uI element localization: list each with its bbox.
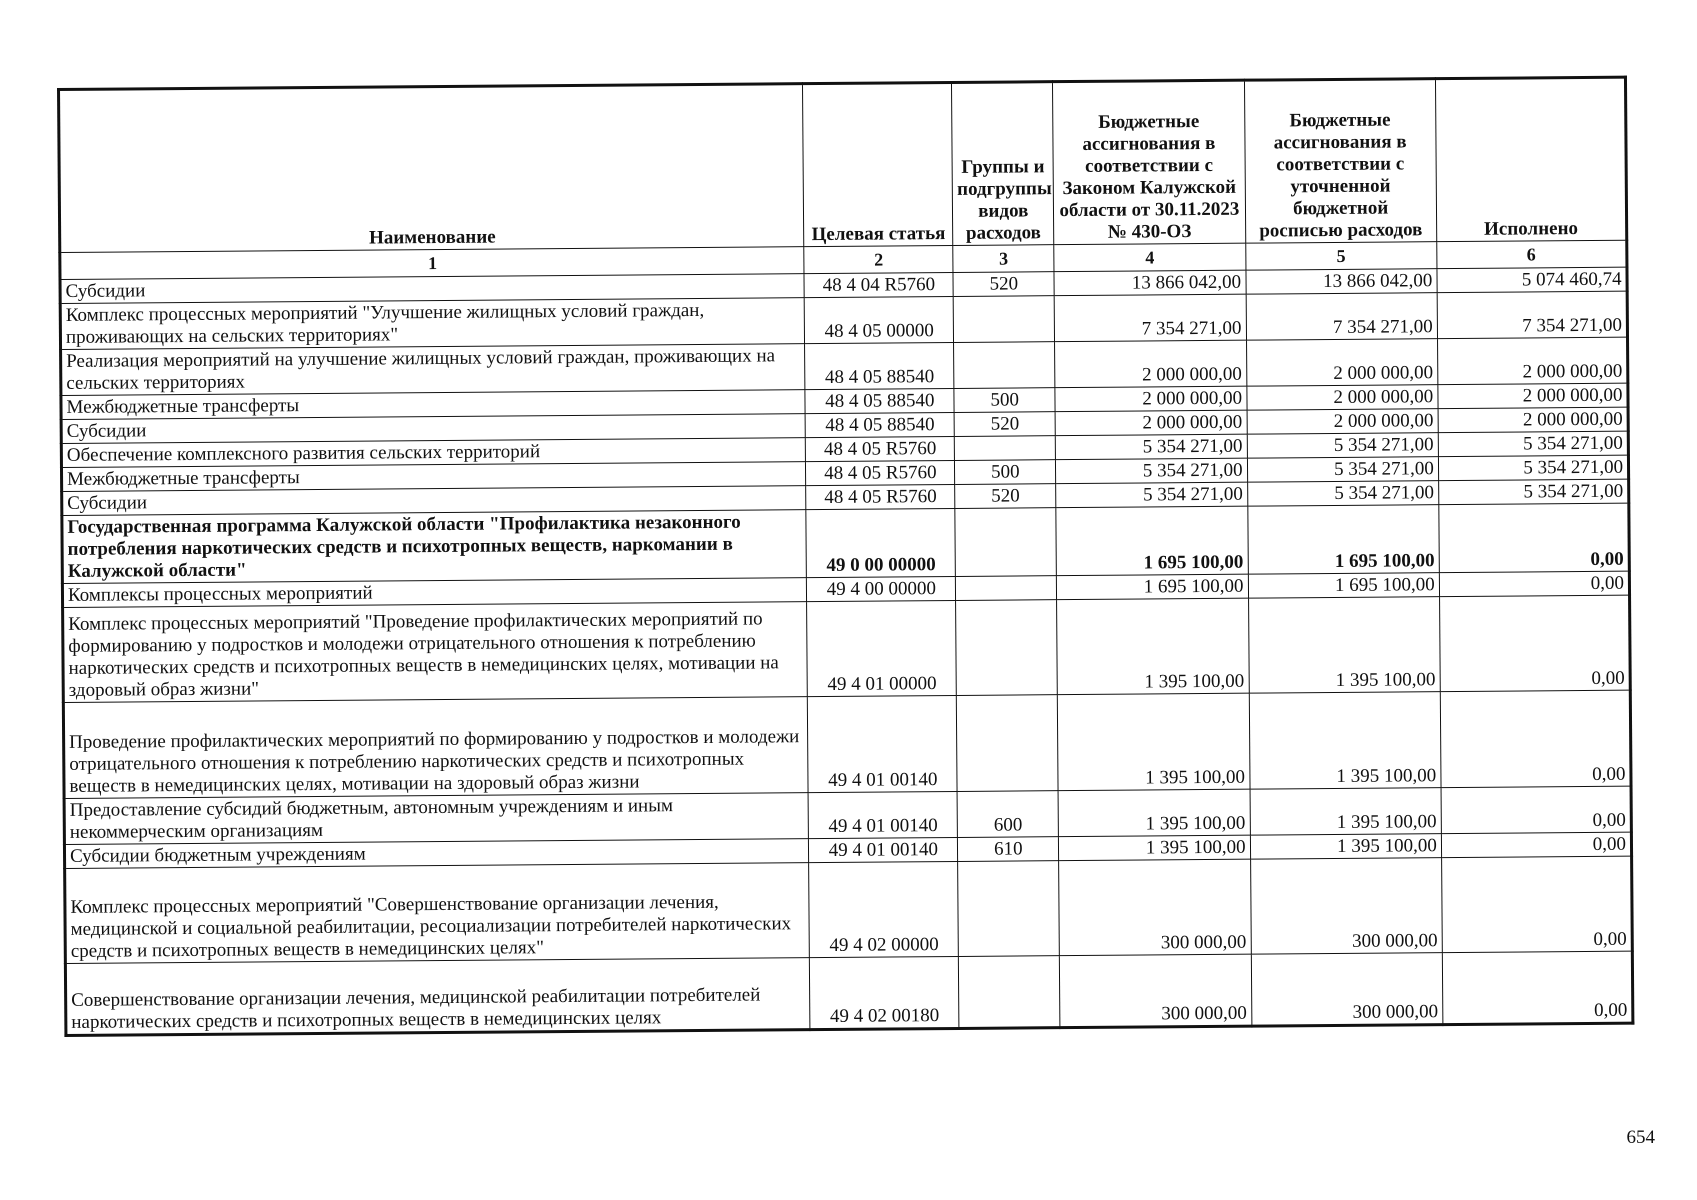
row-expense-group <box>956 600 1058 696</box>
row-law-amount: 300 000,00 <box>1060 954 1252 1027</box>
row-target-article: 49 4 01 00140 <box>808 695 958 792</box>
row-law-amount: 300 000,00 <box>1059 859 1251 955</box>
row-refined-amount: 1 395 100,00 <box>1250 788 1442 836</box>
row-executed-amount: 5 354 271,00 <box>1438 431 1628 456</box>
row-law-amount: 1 395 100,00 <box>1059 835 1250 861</box>
row-refined-amount: 7 354 271,00 <box>1246 293 1438 341</box>
row-name: Межбюджетные трансферты <box>61 462 806 492</box>
document-sheet <box>57 76 1634 1037</box>
row-law-amount: 1 695 100,00 <box>1057 574 1248 600</box>
row-name: Реализация мероприятий на улучшение жилищных условий граждан, проживающих на сельских территориях <box>61 344 806 396</box>
row-law-amount: 1 395 100,00 <box>1058 693 1250 790</box>
header-target-article: Целевая статья <box>803 82 953 246</box>
row-expense-group: 520 <box>954 412 1055 437</box>
row-law-amount: 5 354 271,00 <box>1056 482 1247 508</box>
column-number: 4 <box>1054 243 1245 272</box>
row-executed-amount: 0,00 <box>1439 595 1630 691</box>
row-target-article: 49 4 02 00000 <box>809 861 959 957</box>
row-name: Субсидии <box>61 414 806 444</box>
row-name: Межбюджетные трансферты <box>61 390 806 420</box>
row-target-article: 48 4 05 00000 <box>805 296 954 343</box>
row-expense-group: 610 <box>958 837 1059 862</box>
row-law-amount: 1 395 100,00 <box>1058 789 1250 837</box>
row-refined-amount: 1 395 100,00 <box>1248 597 1440 693</box>
row-executed-amount: 0,00 <box>1442 951 1633 1024</box>
row-expense-group: 500 <box>954 388 1055 413</box>
row-refined-amount: 1 695 100,00 <box>1248 573 1439 599</box>
row-refined-amount: 5 354 271,00 <box>1247 457 1438 483</box>
row-refined-amount: 2 000 000,00 <box>1246 339 1438 387</box>
row-target-article: 48 4 05 88540 <box>805 342 954 389</box>
row-name: Обеспечение комплексного развития сельских территорий <box>61 438 806 468</box>
row-target-article: 49 4 02 00180 <box>810 956 959 1029</box>
row-executed-amount: 2 000 000,00 <box>1438 383 1628 408</box>
row-name: Государственная программа Калужской области "Профилактика незаконного потребления наркотических средств и психотропных веществ, наркомании в Калужской области" <box>62 510 807 584</box>
row-expense-group <box>956 576 1057 601</box>
row-target-article: 48 4 05 R5760 <box>806 460 955 485</box>
row-expense-group: 600 <box>957 791 1058 838</box>
column-number: 2 <box>804 245 953 273</box>
row-name: Предоставление субсидий бюджетным, автономным учреждениям и иным некоммерческим организациям <box>64 793 809 845</box>
header-refined-allocations: Бюджетные ассигнования в соответствии с уточненной бюджетной росписью расходов <box>1244 79 1437 243</box>
row-name: Комплекс процессных мероприятий "Проведение профилактических мероприятий по формированию у подростков и молодежи отрицательного отношения к потреблению наркотических средств и психотропных веществ в немедицинских целях, мотивации на здоровый образ жизни" <box>63 602 808 703</box>
row-executed-amount: 5 354 271,00 <box>1438 479 1628 504</box>
row-executed-amount: 0,00 <box>1439 571 1629 596</box>
header-expense-groups: Группы и подгруппы видов расходов <box>952 82 1054 246</box>
row-expense-group: 520 <box>955 484 1056 509</box>
row-name: Проведение профилактических мероприятий по формированию у подростков и молодежи отрицательного отношения к потреблению наркотических средств и психотропных веществ в немедицинских целях, мотивации на здоровый образ жизни <box>63 697 808 799</box>
row-expense-group: 500 <box>955 460 1056 485</box>
row-executed-amount: 0,00 <box>1439 503 1630 572</box>
column-number: 3 <box>953 245 1054 273</box>
row-refined-amount: 2 000 000,00 <box>1247 409 1438 435</box>
row-name: Комплекс процессных мероприятий "Улучшение жилищных условий граждан, проживающих на сельских территориях" <box>60 298 805 350</box>
row-expense-group <box>959 956 1061 1029</box>
row-name: Субсидии бюджетным учреждениям <box>64 839 809 869</box>
row-expense-group <box>954 342 1055 389</box>
row-law-amount: 2 000 000,00 <box>1055 386 1246 412</box>
row-executed-amount: 0,00 <box>1441 856 1632 952</box>
row-law-amount: 13 866 042,00 <box>1054 270 1245 296</box>
row-name: Субсидии <box>62 486 807 516</box>
table-row <box>63 690 1631 798</box>
table-header-row <box>59 77 1627 252</box>
header-law-allocations: Бюджетные ассигнования в соответствии с Законом Калужской области от 30.11.2023 № 430-ОЗ <box>1053 80 1246 244</box>
row-target-article: 49 4 00 00000 <box>807 576 956 601</box>
table-row <box>63 595 1631 702</box>
row-expense-group <box>955 508 1057 577</box>
row-expense-group: 520 <box>953 272 1054 297</box>
row-executed-amount: 2 000 000,00 <box>1437 337 1628 384</box>
row-name: Совершенствование организации лечения, медицинской реабилитации потребителей наркотических средств и психотропных веществ в немедицинских целях <box>65 958 810 1036</box>
row-refined-amount: 5 354 271,00 <box>1247 433 1438 459</box>
row-target-article: 48 4 05 R5760 <box>806 436 955 461</box>
row-refined-amount: 5 354 271,00 <box>1247 481 1438 507</box>
row-refined-amount: 300 000,00 <box>1251 953 1443 1026</box>
row-executed-amount: 0,00 <box>1440 690 1631 787</box>
row-law-amount: 1 395 100,00 <box>1057 598 1249 694</box>
header-executed: Исполнено <box>1435 77 1626 241</box>
column-number: 5 <box>1245 242 1436 271</box>
page-number: 654 <box>1626 1127 1655 1148</box>
row-name: Комплекс процессных мероприятий "Совершенствование организации лечения, медицинской и социальной реабилитации, ресоциализации потребителей наркотических средств и психотропных веществ в немедицинских целях" <box>65 863 810 964</box>
row-refined-amount: 1 395 100,00 <box>1249 692 1441 789</box>
table-row <box>65 951 1633 1035</box>
row-target-article: 49 4 01 00140 <box>809 837 958 862</box>
row-target-article: 48 4 05 88540 <box>805 388 954 413</box>
row-law-amount: 7 354 271,00 <box>1054 294 1246 342</box>
row-executed-amount: 5 074 460,74 <box>1437 267 1627 292</box>
row-target-article: 49 0 00 00000 <box>806 508 955 577</box>
row-executed-amount: 0,00 <box>1441 786 1632 833</box>
row-target-article: 48 4 04 R5760 <box>804 272 953 297</box>
table-row-program <box>62 503 1629 583</box>
row-target-article: 49 4 01 00000 <box>807 600 957 696</box>
row-target-article: 48 4 05 R5760 <box>806 484 955 509</box>
row-executed-amount: 0,00 <box>1441 832 1631 857</box>
row-expense-group <box>953 296 1054 343</box>
row-executed-amount: 5 354 271,00 <box>1438 455 1628 480</box>
row-law-amount: 5 354 271,00 <box>1056 458 1247 484</box>
row-law-amount: 1 695 100,00 <box>1056 506 1248 575</box>
row-refined-amount: 2 000 000,00 <box>1246 385 1437 411</box>
row-law-amount: 5 354 271,00 <box>1056 434 1247 460</box>
row-refined-amount: 13 866 042,00 <box>1246 269 1437 295</box>
row-name: Субсидии <box>60 274 805 304</box>
column-number: 6 <box>1437 240 1627 268</box>
row-expense-group <box>957 695 1059 792</box>
row-expense-group <box>955 436 1056 461</box>
row-target-article: 49 4 01 00140 <box>808 791 957 838</box>
row-name: Комплексы процессных мероприятий <box>62 578 807 608</box>
column-number: 1 <box>60 247 805 280</box>
table-row <box>65 856 1633 963</box>
row-executed-amount: 7 354 271,00 <box>1437 291 1628 338</box>
row-law-amount: 2 000 000,00 <box>1055 340 1247 388</box>
row-target-article: 48 4 05 88540 <box>805 412 954 437</box>
row-refined-amount: 300 000,00 <box>1250 858 1442 954</box>
row-executed-amount: 2 000 000,00 <box>1438 407 1628 432</box>
row-refined-amount: 1 695 100,00 <box>1247 505 1439 574</box>
row-expense-group <box>958 861 1060 957</box>
row-law-amount: 2 000 000,00 <box>1055 410 1246 436</box>
budget-table <box>57 76 1634 1037</box>
row-refined-amount: 1 395 100,00 <box>1250 834 1441 860</box>
header-name: Наименование <box>59 84 805 253</box>
